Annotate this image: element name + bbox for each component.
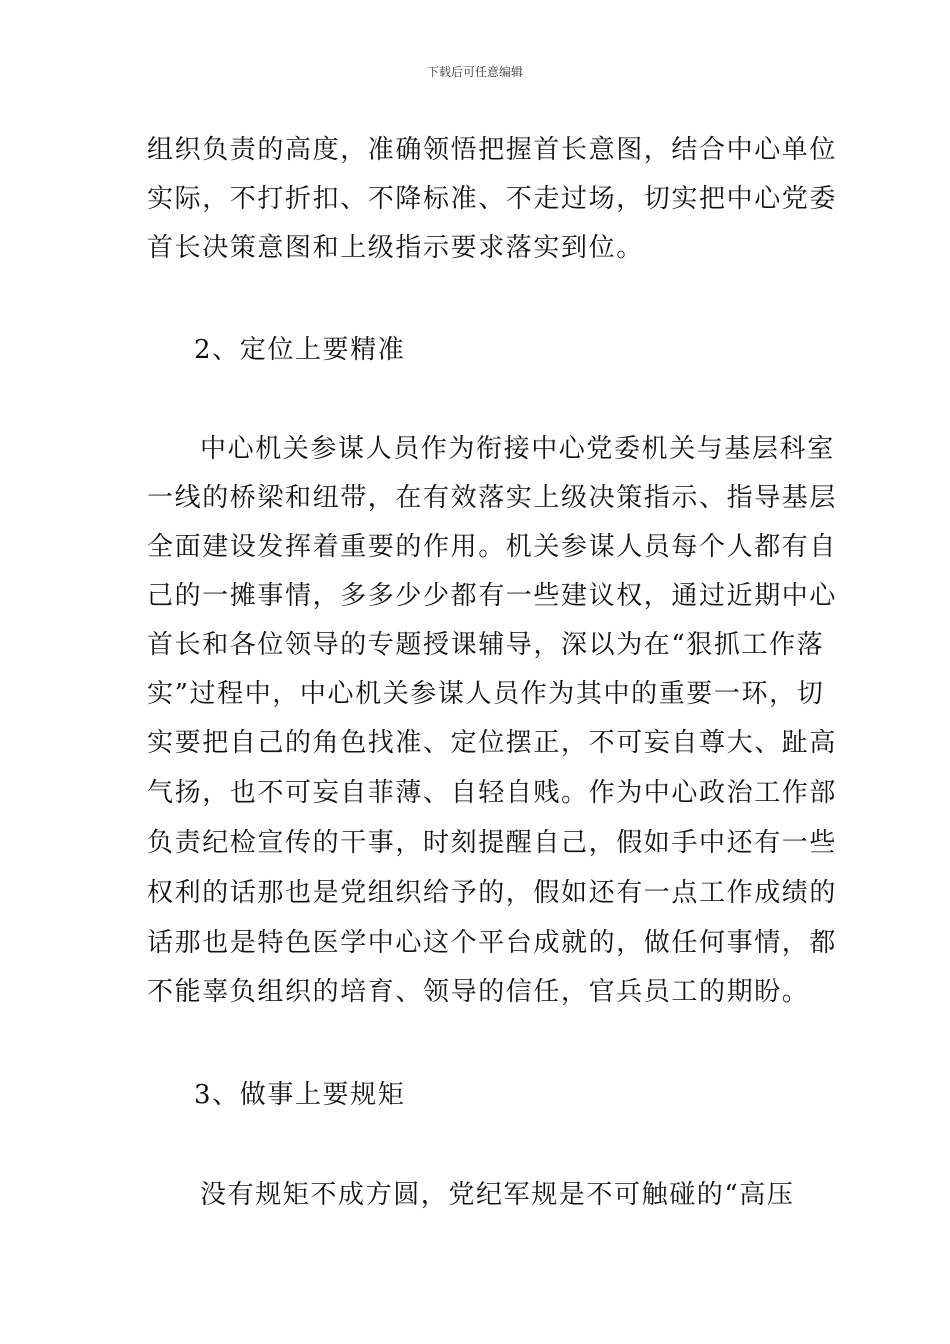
paragraph-line: 话那也是特色医学中心这个平台成就的，做任何事情，都 — [147, 928, 838, 958]
paragraph-line: 己的一摊事情，多多少少都有一些建议权，通过近期中心 — [147, 581, 838, 611]
paragraph-line: 权利的话那也是党组织给予的，假如还有一点工作成绩的 — [147, 878, 838, 908]
paragraph-line: 负责纪检宣传的干事，时刻提醒自己，假如手中还有一些 — [147, 828, 838, 858]
paragraph-line: 组织负责的高度，准确领悟把握首长意图，结合中心单位 — [147, 135, 838, 165]
paragraph-line: 不能辜负组织的培育、领导的信任，官兵员工的期盼。 — [147, 977, 810, 1007]
paragraph-line: 没有规矩不成方圆，党纪军规是不可触碰的“高压 — [200, 1180, 795, 1210]
paragraph-line: 实要把自己的角色找准、定位摆正，不可妄自尊大、趾高 — [147, 728, 838, 758]
section-heading-3: 3、做事上要规矩 — [194, 1080, 406, 1110]
paragraph-line: 气扬，也不可妄自菲薄、自轻自贱。作为中心政治工作部 — [147, 778, 838, 808]
paragraph-line: 中心机关参谋人员作为衔接中心党委机关与基层科室 — [200, 434, 835, 464]
paragraph-line: 实”过程中，中心机关参谋人员作为其中的重要一环，切 — [147, 679, 825, 709]
paragraph-line: 一线的桥梁和纽带，在有效落实上级决策指示、指导基层 — [147, 483, 838, 513]
paragraph-line: 首长决策意图和上级指示要求落实到位。 — [147, 233, 644, 263]
paragraph-line: 首长和各位领导的专题授课辅导，深以为在“狠抓工作落 — [147, 630, 825, 660]
section-heading-2: 2、定位上要精准 — [194, 335, 406, 365]
paragraph-line: 实际，不打折扣、不降标准、不走过场，切实把中心党委 — [147, 184, 838, 214]
paragraph-line: 全面建设发挥着重要的作用。机关参谋人员每个人都有自 — [147, 532, 838, 562]
page-header: 下载后可任意编辑 — [426, 65, 523, 79]
